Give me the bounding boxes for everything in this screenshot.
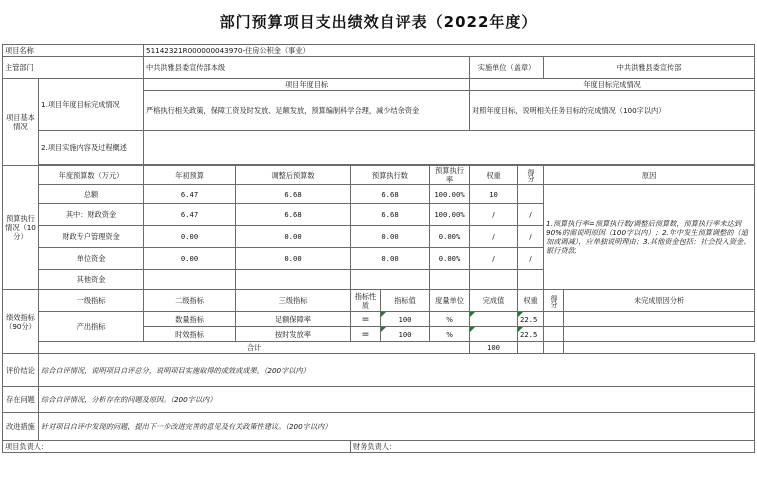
- perf-header-7: 权重: [518, 290, 544, 312]
- year-goal-text: 严格执行相关政策，保障工资及时发放、足额发放，预算编制科学合理，减少结余资金: [144, 91, 470, 131]
- perf-nature: =: [351, 312, 381, 327]
- budget-weight: /: [470, 226, 518, 248]
- perf-header-0: 一级指标: [39, 290, 144, 312]
- budget-executed: 6.68: [351, 204, 430, 226]
- perf-header-5: 度量单位: [430, 290, 470, 312]
- eval-conclusion-text: 综合自评情况，说明项目自评总分，说明项目实施取得的成效或成果。（200字以内）: [39, 354, 755, 387]
- perf-header-6: 完成值: [470, 290, 518, 312]
- budget-score: [518, 270, 544, 290]
- improve-label: 改进措施: [3, 413, 39, 441]
- budget-adjusted: 6.68: [236, 204, 351, 226]
- budget-adjusted: [236, 270, 351, 290]
- perf-score: [544, 327, 564, 342]
- project-name-label: 项目名称: [3, 45, 144, 57]
- total-weight: 100: [470, 342, 518, 354]
- goal-status-label: 1.项目年度目标完成情况: [39, 79, 144, 131]
- finance-lead: 财务负责人：: [351, 441, 755, 453]
- budget-header-5: 权重: [470, 166, 518, 185]
- budget-reason: 1.预算执行率=预算执行数/调整后预算数，预算执行率未达到90%的需说明原因（100字以内）；2.年中发生预算调整的（追加或调减），应单独说明理由；3.其他资金包括：社会投入资金、银行贷款.: [544, 185, 755, 290]
- impl-unit-value: 中共洪雅县委宣传部: [544, 57, 755, 79]
- perf-score: [544, 312, 564, 327]
- budget-executed: 0.00: [351, 226, 430, 248]
- budget-score: [518, 185, 544, 204]
- budget-row-label: 财政专户管理资金: [39, 226, 144, 248]
- budget-initial: [144, 270, 236, 290]
- perf-header-4: 指标值: [381, 290, 430, 312]
- budget-header-4: 预算执行率: [430, 166, 470, 185]
- issues-text: 综合自评情况，分析存在的问题及原因。（200字以内）: [39, 387, 755, 413]
- project-name-value: 51142321R000000043970-住房公积金（事业）: [144, 45, 755, 57]
- perf-header-8: 得分: [544, 290, 564, 312]
- budget-rate: 0.00%: [430, 226, 470, 248]
- total-score: [518, 342, 544, 354]
- budget-header-0: 年度预算数（万元）: [39, 166, 144, 185]
- budget-initial: 0.00: [144, 248, 236, 270]
- perf-header-9: 未完成原因分析: [564, 290, 755, 312]
- budget-rate: [430, 270, 470, 290]
- perf-level1: 产出指标: [39, 312, 144, 342]
- budget-rate: 0.00%: [430, 248, 470, 270]
- perf-done: [470, 327, 518, 342]
- budget-adjusted: 0.00: [236, 226, 351, 248]
- budget-weight: 10: [470, 185, 518, 204]
- budget-score: /: [518, 226, 544, 248]
- evaluation-table: [2, 44, 755, 453]
- impl-unit-label: 实施单位（盖章）: [470, 57, 544, 79]
- perf-header-2: 三级指标: [236, 290, 351, 312]
- perf-reason: [564, 327, 755, 342]
- budget-header-7: 原因: [544, 166, 755, 185]
- budget-weight: [470, 270, 518, 290]
- perf-header-3: 指标性质: [351, 290, 381, 312]
- perf-l2: 时效指标: [144, 327, 236, 342]
- budget-row-label: 其他资金: [39, 270, 144, 290]
- budget-weight: /: [470, 248, 518, 270]
- perf-weight: 22.5: [518, 327, 544, 342]
- perf-index-label: 绩效指标（90分）: [3, 290, 39, 354]
- budget-executed: 0.00: [351, 248, 430, 270]
- budget-header-1: 年初预算: [144, 166, 236, 185]
- perf-header-1: 二级指标: [144, 290, 236, 312]
- issues-label: 存在问题: [3, 387, 39, 413]
- perf-unit: %: [430, 327, 470, 342]
- perf-l2: 数量指标: [144, 312, 236, 327]
- impl-status-value: [144, 131, 755, 165]
- perf-nature: =: [351, 327, 381, 342]
- year-goal-done-text: 对照年度目标，说明相关任务目标的完成情况（100字以内）: [470, 91, 755, 131]
- impl-status-label: 2.项目实施内容及过程概述: [39, 131, 144, 165]
- perf-value: 100: [381, 312, 430, 327]
- project-lead: 项目负责人：: [3, 441, 351, 453]
- basic-info-label: 项目基本情况: [3, 79, 39, 166]
- budget-executed: 6.68: [351, 185, 430, 204]
- budget-adjusted: 0.00: [236, 248, 351, 270]
- year-goal-header: 项目年度目标: [144, 79, 470, 91]
- year-goal-done-header: 年度目标完成情况: [470, 79, 755, 91]
- dept-label: 主管部门: [3, 57, 144, 79]
- perf-l3: 足额保障率: [236, 312, 351, 327]
- budget-rate: 100.00%: [430, 185, 470, 204]
- total-label: 合计: [39, 342, 470, 354]
- improve-text: 针对项目自评中发现的问题，提出下一步改进完善的意见及有关政策性建议。（200字以内）: [39, 413, 755, 441]
- budget-rate: 100.00%: [430, 204, 470, 226]
- budget-exec-label: 预算执行情况（10分）: [3, 166, 39, 290]
- budget-row-label: 总额: [39, 185, 144, 204]
- budget-initial: 6.47: [144, 204, 236, 226]
- perf-done: [470, 312, 518, 327]
- budget-executed: [351, 270, 430, 290]
- budget-header-3: 预算执行数: [351, 166, 430, 185]
- budget-adjusted: 6.68: [236, 185, 351, 204]
- budget-score: /: [518, 204, 544, 226]
- total-reason: [544, 342, 564, 354]
- budget-initial: 0.00: [144, 226, 236, 248]
- budget-header-2: 调整后预算数: [236, 166, 351, 185]
- perf-value: 100: [381, 327, 430, 342]
- budget-initial: 6.47: [144, 185, 236, 204]
- dept-value: 中共洪雅县委宣传部本级: [144, 57, 470, 79]
- budget-row-label: 单位资金: [39, 248, 144, 270]
- perf-reason: [564, 312, 755, 327]
- perf-l3: 按时发放率: [236, 327, 351, 342]
- page-title: 部门预算项目支出绩效自评表（2022年度）: [219, 13, 538, 31]
- budget-row-label: 其中：财政资金: [39, 204, 144, 226]
- eval-conclusion-label: 评价结论: [3, 354, 39, 387]
- perf-unit: %: [430, 312, 470, 327]
- budget-score: /: [518, 248, 544, 270]
- perf-weight: 22.5: [518, 312, 544, 327]
- budget-header-6: 得分: [518, 166, 544, 185]
- budget-weight: /: [470, 204, 518, 226]
